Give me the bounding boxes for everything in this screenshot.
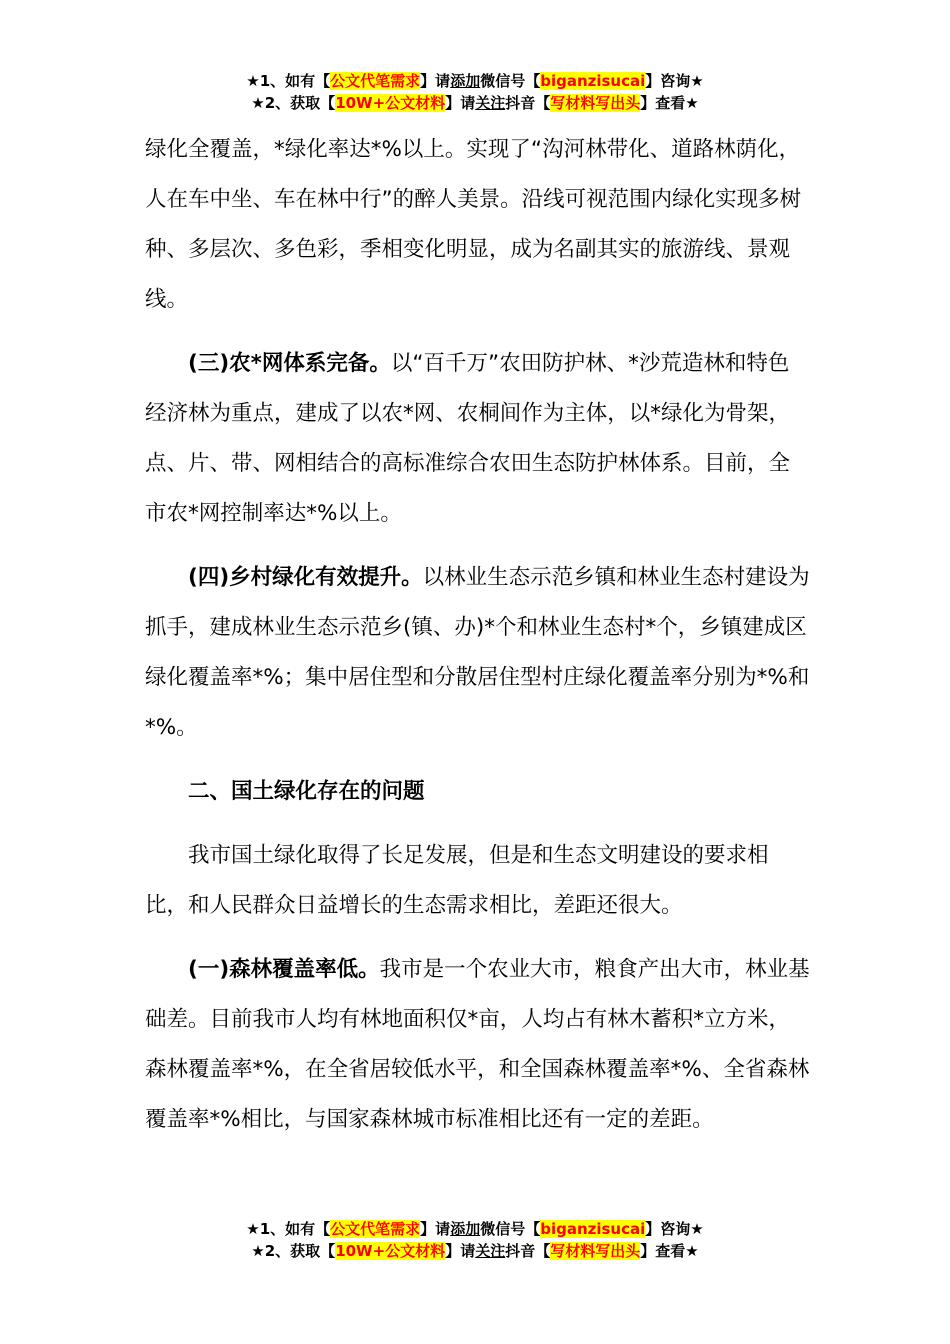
footer-banner bbox=[0, 1218, 950, 1262]
banner-underlined: 添加 bbox=[450, 1220, 481, 1238]
section-heading: 二、国土绿化存在的问题 bbox=[188, 779, 425, 804]
banner-highlight: 公文代笔需求 bbox=[330, 72, 421, 90]
paragraph-body: 我市是一个农业大市，粮食产出大市，林业基础差。目前我市人均有林地面积仅*亩，人均占有林木蓄积*立方米，森林覆盖率*%，在全省居较低水平，和全国森林覆盖率*%、全省森林覆盖率*%相比，与国家森林城市标准相比还有一定的差距。 bbox=[145, 957, 810, 1132]
paragraph-body: 以林业生态示范乡镇和林业生态村建设为抓手，建成林业生态示范乡(镇、办)*个和林业生态村*个，乡镇建成区绿化覆盖率*%；集中居住型和分散居住型村庄绿化覆盖率分别为*%和*%。 bbox=[145, 565, 810, 740]
header-banner bbox=[0, 70, 950, 114]
paragraph bbox=[145, 339, 810, 539]
banner-text: ★1、如有【 bbox=[246, 1220, 331, 1238]
banner-text: 】请 bbox=[445, 94, 476, 112]
banner-highlight: 公文代笔需求 bbox=[330, 1220, 421, 1238]
banner-douyin-id: 写材料写出头 bbox=[550, 1242, 641, 1260]
banner-text: 抖音【 bbox=[505, 94, 551, 112]
document-body bbox=[145, 125, 810, 1159]
banner-line-1 bbox=[0, 1218, 950, 1240]
banner-underlined: 关注 bbox=[475, 94, 506, 112]
paragraph bbox=[145, 553, 810, 753]
banner-text: ★1、如有【 bbox=[246, 72, 331, 90]
banner-text: 】查看★ bbox=[640, 94, 699, 112]
banner-highlight: 10W+公文材料 bbox=[335, 94, 446, 112]
banner-highlight: 10W+公文材料 bbox=[335, 1242, 446, 1260]
banner-underlined: 关注 bbox=[475, 1242, 506, 1260]
paragraph bbox=[145, 945, 810, 1145]
banner-text: 】咨询★ bbox=[645, 72, 704, 90]
banner-text: 】请 bbox=[445, 1242, 476, 1260]
banner-text: ★2、获取【 bbox=[251, 1242, 336, 1260]
banner-text: 】请 bbox=[420, 72, 451, 90]
banner-text: 微信号【 bbox=[480, 72, 541, 90]
banner-wechat-id: biganzisucai bbox=[540, 72, 646, 90]
banner-text: 微信号【 bbox=[480, 1220, 541, 1238]
banner-text: 】请 bbox=[420, 1220, 451, 1238]
banner-douyin-id: 写材料写出头 bbox=[550, 94, 641, 112]
paragraph-heading: (一)森林覆盖率低。 bbox=[188, 957, 380, 982]
paragraph-body: 以“百千万”农田防护林、*沙荒造林和特色经济林为重点，建成了以农*网、农桐间作为主体，以*绿化为骨架，点、片、带、网相结合的高标准综合农田生态防护林体系。目前，全市农*网控制率达*%以上。 bbox=[145, 351, 791, 526]
banner-text: 】查看★ bbox=[640, 1242, 699, 1260]
paragraph-heading: (四)乡村绿化有效提升。 bbox=[188, 565, 423, 590]
banner-line-1 bbox=[0, 70, 950, 92]
banner-text: 】咨询★ bbox=[645, 1220, 704, 1238]
banner-text: 抖音【 bbox=[505, 1242, 551, 1260]
banner-line-2 bbox=[0, 1240, 950, 1262]
banner-line-2 bbox=[0, 92, 950, 114]
banner-text: ★2、获取【 bbox=[251, 94, 336, 112]
paragraph-heading: (三)农*网体系完备。 bbox=[188, 351, 391, 376]
banner-underlined: 添加 bbox=[450, 72, 481, 90]
paragraph: 绿化全覆盖，*绿化率达*%以上。实现了“沟河林带化、道路林荫化，人在车中坐、车在林中行”的醉人美景。沿线可视范围内绿化实现多树种、多层次、多色彩，季相变化明显，成为名副其实的旅游线、景观线。 bbox=[145, 137, 802, 312]
banner-wechat-id: biganzisucai bbox=[540, 1220, 646, 1238]
paragraph: 我市国土绿化取得了长足发展，但是和生态文明建设的要求相比，和人民群众日益增长的生态需求相比，差距还很大。 bbox=[145, 843, 769, 918]
